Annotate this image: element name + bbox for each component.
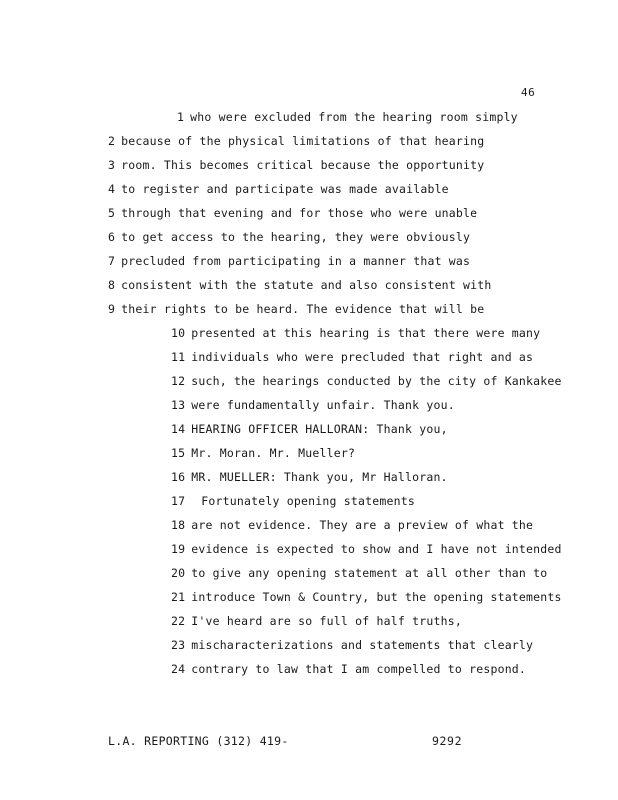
transcript-line xyxy=(171,446,355,460)
line-number: 21 xyxy=(171,590,186,604)
line-text: to give any opening statement at all other than to xyxy=(191,566,548,580)
transcript-line xyxy=(108,158,484,172)
line-number: 15 xyxy=(171,446,186,460)
line-number: 14 xyxy=(171,422,186,436)
line-number: 23 xyxy=(171,638,186,652)
line-text: such, the hearings conducted by the city of Kankakee xyxy=(191,374,562,388)
line-number: 17 xyxy=(171,494,186,508)
line-text: presented at this hearing is that there were many xyxy=(191,326,541,340)
line-text: HEARING OFFICER HALLORAN: Thank you, xyxy=(191,422,448,436)
transcript-line xyxy=(108,182,449,196)
line-text: precluded from participating in a manner that was xyxy=(121,254,471,268)
line-text: to register and participate was made available xyxy=(121,182,449,196)
line-number: 6 xyxy=(108,230,116,244)
transcript-line xyxy=(171,326,540,340)
footer-reporter: L.A. REPORTING (312) 419- xyxy=(108,734,289,748)
line-text: who were excluded from the hearing room simply xyxy=(190,110,518,124)
transcript-line xyxy=(171,518,533,532)
line-text: were fundamentally unfair. Thank you. xyxy=(191,398,455,412)
line-text: individuals who were precluded that right and as xyxy=(191,350,534,364)
line-text: to get access to the hearing, they were obviously xyxy=(121,230,471,244)
line-text: room. This becomes critical because the opportunity xyxy=(121,158,485,172)
line-number: 3 xyxy=(108,158,116,172)
transcript-line xyxy=(171,614,462,628)
line-number: 4 xyxy=(108,182,116,196)
transcript-line xyxy=(171,494,415,508)
line-number: 9 xyxy=(108,302,116,316)
line-text: I've heard are so full of half truths, xyxy=(191,614,462,628)
line-text: because of the physical limitations of that hearing xyxy=(121,134,485,148)
line-number: 20 xyxy=(171,566,186,580)
line-number: 19 xyxy=(171,542,186,556)
transcript-line xyxy=(171,470,448,484)
footer-phone-suffix: 9292 xyxy=(432,734,463,748)
line-number: 13 xyxy=(171,398,186,412)
transcript-line xyxy=(171,374,562,388)
line-number: 22 xyxy=(171,614,186,628)
transcript-line xyxy=(171,638,533,652)
line-text: their rights to be heard. The evidence that will be xyxy=(121,302,485,316)
line-number: 8 xyxy=(108,278,116,292)
line-number: 18 xyxy=(171,518,186,532)
line-number: 24 xyxy=(171,662,186,676)
transcript-line xyxy=(108,206,477,220)
line-text: are not evidence. They are a preview of what the xyxy=(191,518,534,532)
transcript-line xyxy=(171,350,533,364)
line-text: Mr. Moran. Mr. Mueller? xyxy=(191,446,356,460)
line-number: 7 xyxy=(108,254,116,268)
line-text: introduce Town & Country, but the opening statements xyxy=(191,590,562,604)
transcript-line xyxy=(108,254,470,268)
line-text: contrary to law that I am compelled to respond. xyxy=(191,662,527,676)
transcript-line xyxy=(171,398,455,412)
line-text: through that evening and for those who were unable xyxy=(121,206,478,220)
transcript-line xyxy=(171,542,562,556)
line-number: 11 xyxy=(171,350,186,364)
line-text: evidence is expected to show and I have not intended xyxy=(191,542,562,556)
line-number: 16 xyxy=(171,470,186,484)
line-number: 1 xyxy=(177,110,185,124)
line-number: 5 xyxy=(108,206,116,220)
line-number: 2 xyxy=(108,134,116,148)
transcript-line xyxy=(177,110,518,124)
transcript-line xyxy=(171,590,562,604)
transcript-line xyxy=(108,302,484,316)
transcript-line xyxy=(171,662,526,676)
line-text: MR. MUELLER: Thank you, Mr Halloran. xyxy=(191,470,448,484)
line-text: Fortunately opening statements xyxy=(201,494,415,508)
transcript-line xyxy=(108,278,492,292)
transcript-line xyxy=(171,566,547,580)
transcript-line xyxy=(108,134,484,148)
line-text: mischaracterizations and statements that clearly xyxy=(191,638,534,652)
line-number: 12 xyxy=(171,374,186,388)
line-text: consistent with the statute and also consistent with xyxy=(121,278,492,292)
transcript-line xyxy=(108,230,470,244)
page-number: 46 xyxy=(521,86,536,99)
transcript-line xyxy=(171,422,448,436)
line-number: 10 xyxy=(171,326,186,340)
